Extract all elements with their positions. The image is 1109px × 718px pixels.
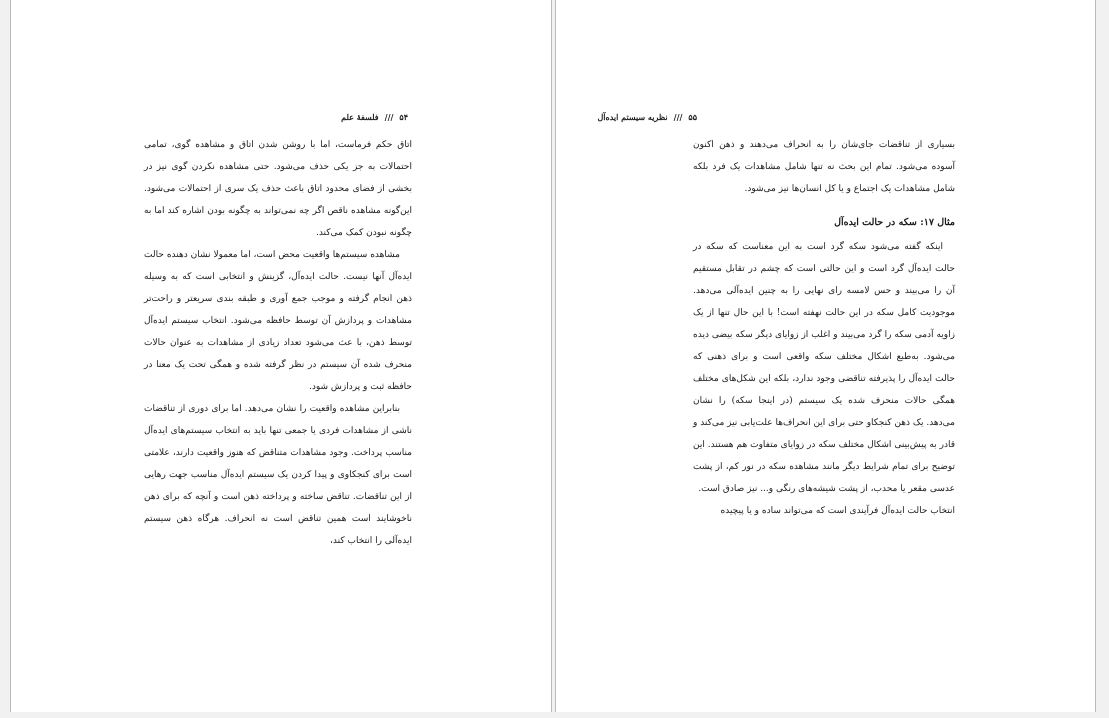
page-55 bbox=[555, 0, 1096, 712]
page-number: ۵۵ bbox=[688, 112, 697, 122]
chapter-title: نظریه سیستم ایده‌آل bbox=[597, 112, 668, 122]
paragraph: مشاهده سیستم‌ها واقعیت محض است، اما معمولا نشان دهنده حالت ایده‌آل آنها نیست. حالت ایده‌آل، گزینش و انتخابی است که به وسیله ذهن انجام گرفته و موجب جمع آوری و طبقه بندی سریعتر و راحت‌تر مشاهدات و پردازش آن توسط حافظه می‌شود. انتخاب سیستم ایده‌آل توسط ذهن، با عث می‌شود تعداد زیادی از مشاهدات به عنوان حالات منحرف شده آن سیستم در نظر گرفته شده و همگی تحت یک معنا در حافظه ثبت و پردازش شود. bbox=[144, 250, 412, 392]
paragraph: اینکه گفته می‌شود سکه گرد است به این معناست که سکه در حالت ایده‌آل گرد است و این حالتی است که چشم در تقابل مستقیم آن را می‌بیند و حس لامسه رای نهایی را به چنین ایده‌آلی می‌دهد. موجودیت کامل سکه در این حالت نهفته است! با این حال تنها از یک زاویه آدمی سکه را گرد می‌بیند و اغلب از زوایای دیگر سکه بیضی دیده می‌شود. بەطبع اشکال مختلف سکه واقعی است و برای ذهنی که حالت ایده‌آل را پذیرفته تناقضی وجود ندارد، بلکه این شکل‌های مختلف همگی حالات منحرف شده یک سیستم (در اینجا سکه) را نشان می‌دهد. یک ذهن کنجکاو حتی برای این انحراف‌ها علت‌یابی نیز می‌کند و قادر به پیش‌بینی اشکال مختلف سکه در زوایای متفاوت هم هستند. این توضیح برای تمام شرایط دیگر مانند مشاهده سکه در نور کم، از پشت عدسی مقعر یا محدب، از پشت شیشه‌های رنگی و... نیز صادق است. bbox=[693, 242, 955, 494]
paragraph: اتاق حکم فرماست، اما با روشن شدن اتاق و مشاهده گوی، تمامی احتمالات به جز یکی حذف می‌شود. حتی مشاهده نکردن گوی نیز در بخشی از فضای محدود اتاق باعث حذف یک سری از احتمالات می‌شود. این‌گونه مشاهده ناقص اگر چه نمی‌تواند به چگونه بودن اشاره کند اما به چگونه نبودن کمک می‌کند. bbox=[144, 140, 412, 238]
example-heading: مثال ۱۷: سکه در حالت ایده‌آل bbox=[834, 217, 955, 228]
page-number: ۵۴ bbox=[399, 112, 408, 122]
page-header bbox=[341, 112, 408, 122]
paragraph: انتخاب حالت ایده‌آل فرآیندی است که می‌تواند ساده و یا پیچیده bbox=[720, 506, 955, 516]
paragraph: بسیاری از تناقضات جای‌شان را به انحراف می‌دهند و ذهن اکنون آسوده می‌شود. تمام این بحث نه تنها شامل مشاهدات یک فرد بلکه شامل مشاهدات یک اجتماع و یا کل انسان‌ها نیز می‌شود. bbox=[693, 140, 955, 194]
header-separator: /// bbox=[673, 112, 683, 122]
page-header bbox=[597, 112, 697, 122]
page-54 bbox=[10, 0, 552, 712]
page-body bbox=[693, 134, 955, 522]
paragraph: بنابراین مشاهده واقعیت را نشان می‌دهد. اما برای دوری از تناقضات ناشی از مشاهدات فردی یا جمعی تنها باید به انتخاب سیستم‌های ایده‌آل مناسب پرداخت. وجود مشاهدات متناقض که هنوز واقعیت دارند، علامتی است برای کنجکاوی و پیدا کردن یک سیستم ایده‌آل مناسب جهت رهایی از این تناقضات. تناقض ساخته و پرداخته ذهن است و آنچه که برای ذهن ناخوشایند است همین تناقض است نه انحراف. هرگاه ذهن سیستم ایده‌آلی را انتخاب کند، bbox=[144, 404, 412, 546]
header-separator: /// bbox=[384, 112, 394, 122]
book-title: فلسفهٔ علم bbox=[341, 112, 379, 122]
page-body bbox=[144, 134, 412, 552]
